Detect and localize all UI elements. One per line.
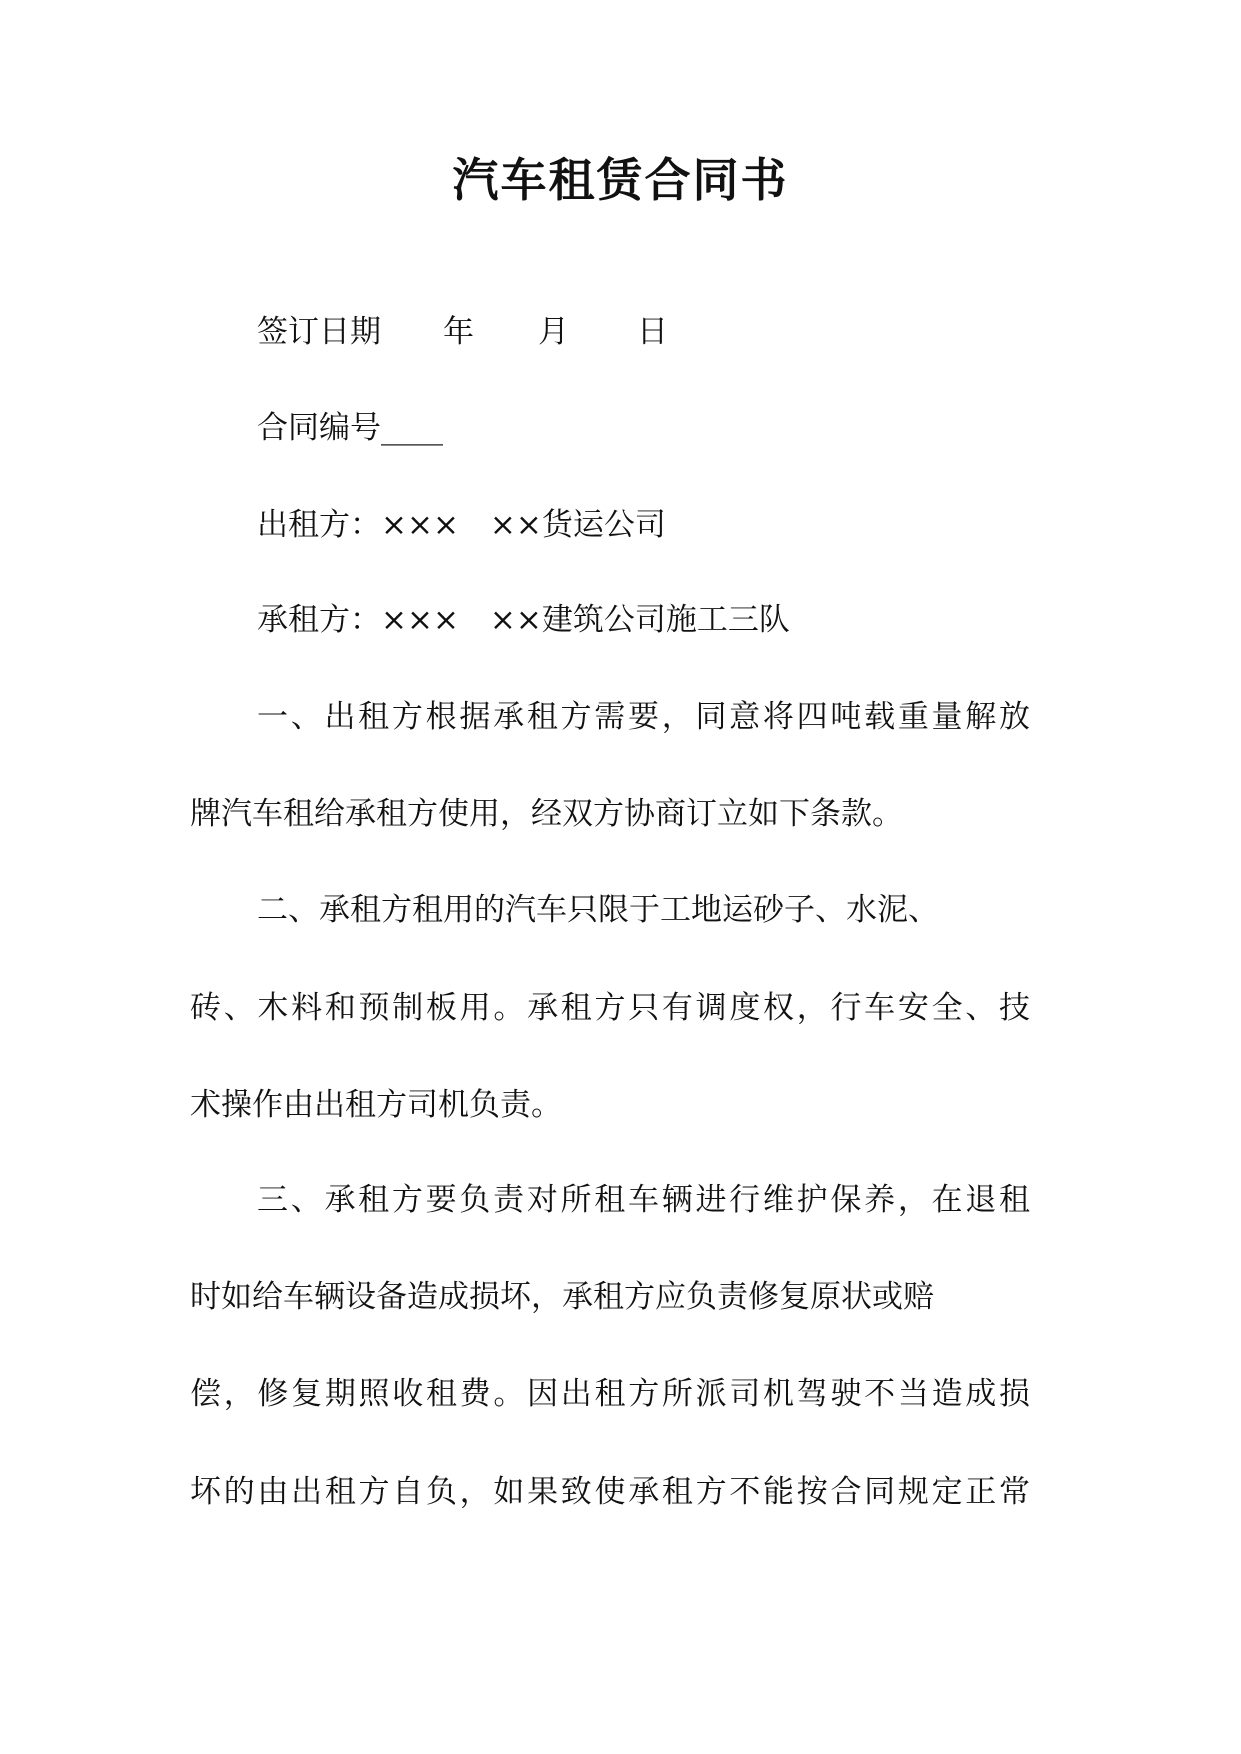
clause-3-line-3: 偿，修复期照收租费。因出租方所派司机驾驶不当造成损 [190, 1376, 1030, 1412]
contract-number: 合同编号____ [257, 410, 443, 446]
signing-date-label: 签订日期 [257, 314, 381, 350]
lessor-line: 出租方：××× ××货运公司 [257, 507, 666, 543]
date-day-label: 日 [637, 314, 668, 350]
clause-1-line-2: 牌汽车租给承租方使用，经双方协商订立如下条款。 [190, 796, 903, 832]
clause-3-line-1: 三、承租方要负责对所租车辆进行维护保养，在退租 [257, 1182, 1030, 1218]
clause-1-line-1: 一、出租方根据承租方需要，同意将四吨载重量解放 [257, 699, 1030, 735]
clause-2-line-3: 术操作由出租方司机负责。 [190, 1087, 562, 1123]
clause-2-line-2: 砖、木料和预制板用。承租方只有调度权，行车安全、技 [190, 990, 1030, 1026]
clause-2-line-1: 二、承租方租用的汽车只限于工地运砂子、水泥、 [257, 892, 939, 928]
date-year-label: 年 [443, 314, 474, 350]
clause-3-line-4: 坏的由出租方自负，如果致使承租方不能按合同规定正常 [190, 1474, 1030, 1510]
clause-3-line-2: 时如给车辆设备造成损坏，承租方应负责修复原状或赔 [190, 1279, 934, 1315]
date-month-label: 月 [538, 314, 569, 350]
document-title: 汽车租赁合同书 [452, 153, 789, 207]
signing-date-line [257, 312, 668, 352]
lessee-line: 承租方：××× ××建筑公司施工三队 [257, 602, 790, 638]
